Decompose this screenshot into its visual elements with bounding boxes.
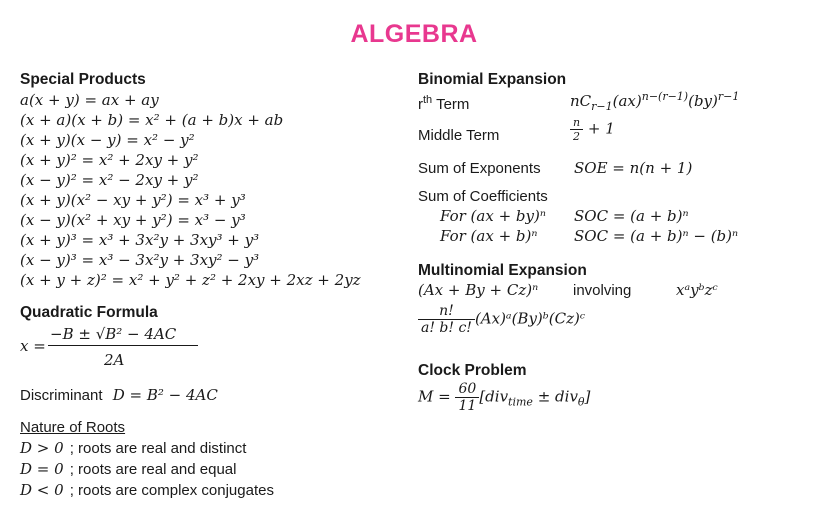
multinomial-row bbox=[418, 281, 818, 303]
clock-lhs: M = bbox=[418, 387, 451, 406]
soc-list bbox=[418, 207, 818, 247]
special-product-formula: (x + y)(x² − xy + y²) = x³ + y³ bbox=[20, 191, 246, 209]
special-product-formula: (x + y)(x − y) = x² − y² bbox=[20, 131, 195, 149]
root-description: ; roots are real and distinct bbox=[69, 440, 247, 457]
multinomial-coefficient bbox=[418, 303, 818, 343]
coef-denominator: a! b! c! bbox=[421, 320, 472, 336]
quadratic-lhs: x = bbox=[20, 337, 46, 355]
clock-formula: M = $\frac{60}{11}$ [div$_{time}$ ± div$_\theta$] bbox=[418, 381, 591, 414]
coef-numerator: n! bbox=[418, 303, 475, 320]
soc-condition: For (ax + b)ⁿ bbox=[440, 227, 538, 245]
rth-term-label: $r^{th}$ Term bbox=[418, 94, 470, 113]
root-description: ; roots are real and equal bbox=[69, 461, 237, 478]
discriminant-row bbox=[20, 385, 400, 406]
middle-term-formula: $\frac{n}{2}$ + 1 bbox=[570, 116, 615, 143]
fraction-bar bbox=[48, 345, 198, 346]
special-product-formula: (x + y)³ = x³ + 3x²y + 3xy³ + y³ bbox=[20, 231, 260, 249]
root-condition: D < 0 bbox=[20, 481, 64, 499]
special-product-formula: (x + a)(x + b) = x² + (a + b)x + ab bbox=[20, 111, 284, 129]
multinomial-expr: (Ax + By + Cz)ⁿ bbox=[418, 281, 539, 299]
left-column bbox=[20, 70, 400, 501]
special-products-list bbox=[20, 90, 400, 290]
special-products-heading: Special Products bbox=[20, 71, 146, 88]
page-title: ALGEBRA bbox=[350, 20, 478, 48]
rth-term-formula: $nC_{r-1}(ax)^{n-(r-1)}(by)^{r-1}$ bbox=[570, 90, 740, 113]
root-description: ; roots are complex conjugates bbox=[69, 482, 274, 499]
binomial-heading: Binomial Expansion bbox=[418, 71, 567, 88]
quadratic-formula bbox=[20, 323, 400, 375]
soc-row bbox=[418, 207, 818, 227]
soe-label: Sum of Exponents bbox=[418, 160, 541, 177]
sum-of-exponents-row bbox=[418, 157, 818, 185]
clock-heading: Clock Problem bbox=[418, 362, 527, 379]
right-column bbox=[418, 70, 818, 421]
special-product-formula: (x − y)³ = x³ − 3x²y + 3xy² − y³ bbox=[20, 251, 260, 269]
soc-label: Sum of Coefficients bbox=[418, 188, 548, 205]
multinomial-heading: Multinomial Expansion bbox=[418, 262, 587, 279]
multinomial-terms: xᵃyᵇzᶜ bbox=[676, 281, 718, 299]
middle-term-label: Middle Term bbox=[418, 127, 500, 144]
rth-term-row bbox=[418, 90, 818, 112]
special-product-formula: a(x + y) = ax + ay bbox=[20, 91, 159, 109]
discriminant-formula: D = B² − 4AC bbox=[112, 386, 218, 404]
soc-formula: SOC = (a + b)ⁿ bbox=[574, 207, 689, 225]
nature-of-roots-item bbox=[20, 480, 400, 501]
special-product-formula: (x + y)² = x² + 2xy + y² bbox=[20, 151, 199, 169]
quadratic-denominator: 2A bbox=[104, 351, 125, 369]
nature-of-roots-heading: Nature of Roots bbox=[20, 419, 126, 436]
special-product-formula: (x − y)² = x² − 2xy + y² bbox=[20, 171, 199, 189]
nature-of-roots-item bbox=[20, 438, 400, 459]
soc-row bbox=[418, 227, 818, 247]
special-product-formula: (x + y + z)² = x² + y² + z² + 2xy + 2xz + 2yz bbox=[20, 271, 361, 289]
multinomial-involving: involving bbox=[573, 282, 632, 299]
root-condition: D = 0 bbox=[20, 460, 64, 478]
middle-term-row bbox=[418, 116, 818, 154]
quadratic-numerator: −B ± √B² − 4AC bbox=[50, 325, 177, 343]
nature-of-roots-item bbox=[20, 459, 400, 480]
special-product-formula: (x − y)(x² + xy + y²) = x³ − y³ bbox=[20, 211, 246, 229]
discriminant-label: Discriminant bbox=[20, 387, 103, 404]
soe-formula: SOE = n(n + 1) bbox=[574, 159, 693, 177]
coef-rest: (Ax)ᵃ(By)ᵇ(Cz)ᶜ bbox=[474, 309, 586, 328]
root-condition: D > 0 bbox=[20, 439, 64, 457]
nature-of-roots-list bbox=[20, 438, 400, 501]
quadratic-heading: Quadratic Formula bbox=[20, 304, 158, 321]
soc-formula: SOC = (a + b)ⁿ − (b)ⁿ bbox=[574, 227, 739, 245]
soc-condition: For (ax + by)ⁿ bbox=[440, 207, 546, 225]
